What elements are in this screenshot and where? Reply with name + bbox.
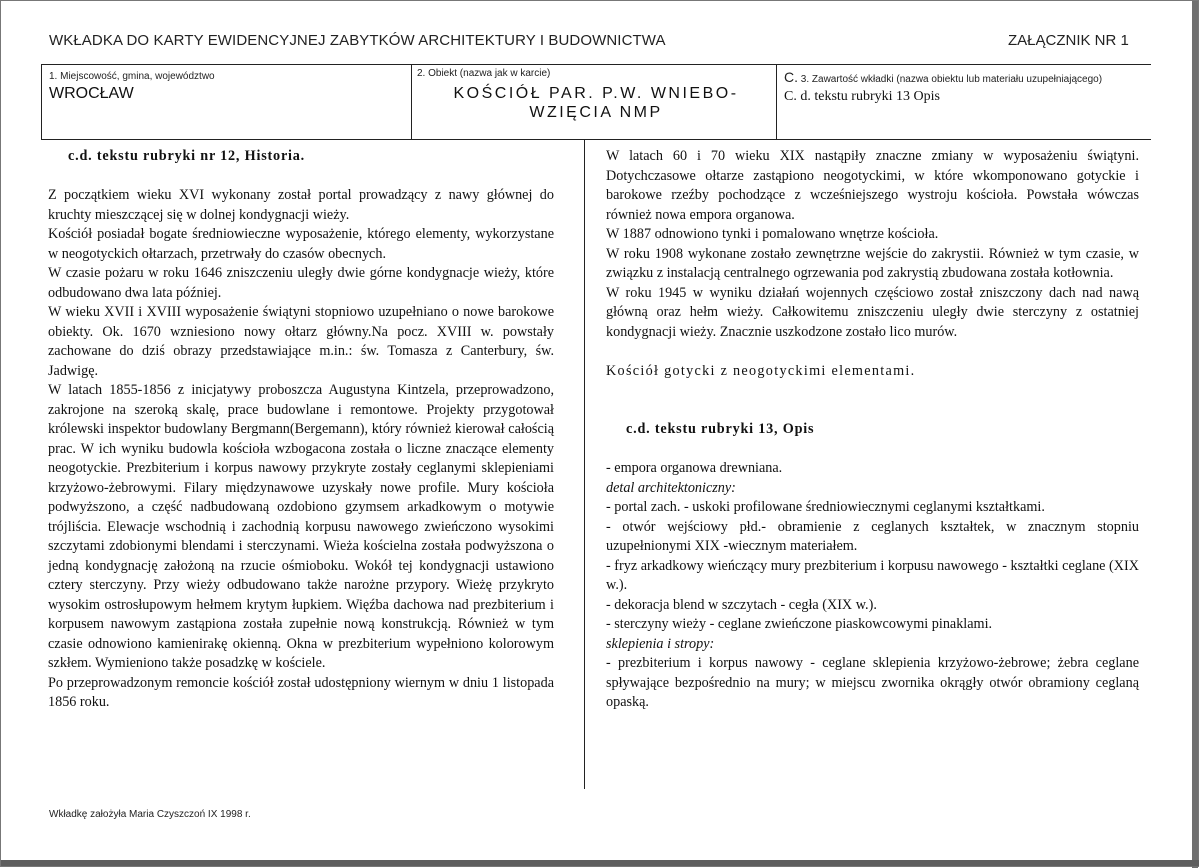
list-item: - dekoracja blend w szczytach - cegła (XIX w.). (606, 596, 877, 613)
history-column (48, 147, 554, 713)
history-paragraph: Po przeprowadzonym remoncie kościół został udostępniony wiernym w dniu 1 listopada 1856 roku. (48, 674, 554, 710)
grid-bottom-line (41, 139, 1151, 140)
list-item: - otwór wejściowy płd.- obramienie z ceglanych kształtek, w znacznym stopniu uzupełnionymi XIX -wiecznym materiałem. (606, 518, 1139, 554)
history-paragraph: Z początkiem wieku XVI wykonany został portal prowadzący z nawy głównej do kruchty mieszczącej się w dolnej kondygnacji wieży. (48, 187, 554, 223)
grid-divider-1 (411, 64, 412, 140)
footer-note: Wkładkę założyła Maria Czyszczoń IX 1998 r. (49, 809, 251, 820)
object-value-line-1: KOŚCIÓŁ PAR. P.W. WNIEBO- (453, 85, 739, 102)
history-paragraph: W roku 1945 w wyniku działań wojennych częściowo został zniszczony dach nad nawą główną oraz hełm wieży. Całkowitemu zniszczeniu uległy dwie sterczyny z ostatniej kondygnacji wieży. Znacznie uszkodzone zostało lico murów. (606, 284, 1139, 340)
list-item: - fryz arkadkowy wieńczący mury prezbiterium i korpusu nawowego - kształtki ceglane (XIX w.). (606, 557, 1139, 593)
object-value-line-2: WZIĘCIA NMP (529, 104, 663, 121)
list-item: - portal zach. - uskoki profilowane średniowiecznymi ceglanymi kształtkami. (606, 499, 1045, 515)
scan-edge-right (1192, 1, 1198, 868)
history-heading: c.d. tekstu rubryki nr 12, Historia. (68, 148, 306, 164)
location-label: 1. Miejscowość, gmina, województwo (49, 71, 215, 82)
grid-divider-2 (776, 64, 777, 140)
history-paragraph: W latach 1855-1856 z inicjatywy proboszcza Augustyna Kintzela, przeprowadzono, zakrojone na szeroką skalę, prace budowlane i remontowe. Projekty przygotował królewski inspektor budowlany Bergmann(Bergemann), który również kierował całością prac. W ich wyniku budowla kościoła wzbogacona została o liczne znaczące elementy neogotyckie. Prezbiterium i korpus nawowy przykryte zostały ceglanymi sklepieniami krzyżowo-żebrowymi. Filary międzynawowe uzyskały nowe profile. Mury kościoła podwyższono, a część nadbudowaną ozdobiono gzymsem arkadkowym o motywie trójliścia. Elewacje wschodnią i zachodnią korpusu nawowego zwieńczono wysokimi szczytami zdobionymi blendami i sterczynami. Wieża kościelna została podwyższona o jedną kondygnację założoną na rzucie ośmioboku. Wokół tej kondygnacji ustawiono cztery sterczyny. Przy wieży odbudowano także narożne przypory. Wieżę przykryto wysokim ostrosłupowym hełmem krytym łupkiem. Więźba dachowa nad prezbiterium i korpusem nawowym zastąpiona została zupełnie nową konstrukcją. Również w tym czasie odnowiono kamienirakę okienną. Okna w prezbiterium wypełniono kolorowym szkłem. Wymieniono także posadzkę w kościele. (48, 382, 554, 671)
history-paragraph: W latach 60 i 70 wieku XIX nastąpiły znaczne zmiany w wyposażeniu świątyni. Dotychczasowe ołtarze zastąpiono neogotyckimi, w które wkomponowano gotyckie i barokowe rzeźby pochodzące z wcześniejszego wystroju kościoła. Powstała wówczas również nowa empora organowa. (606, 148, 1139, 223)
list-item: - prezbiterium i korpus nawowy - ceglane sklepienia krzyżowo-żebrowe; żebra ceglane spływające bezpośrednio na mury; w miejscu zwornika okrągły otwór obramiony ceglaną opaską. (606, 655, 1139, 710)
content-label (784, 69, 1102, 85)
history-paragraph: W 1887 odnowiono tynki i pomalowano wnętrze kościoła. (606, 226, 939, 242)
description-heading: c.d. tekstu rubryki 13, Opis (626, 421, 815, 437)
description-column (606, 147, 1139, 713)
column-divider (584, 139, 585, 789)
annex-number: ZAŁĄCZNIK NR 1 (1008, 32, 1129, 49)
history-paragraph: W czasie pożaru w roku 1646 zniszczeniu uległy dwie górne kondygnacje wieży, które odbudowano dwa lata później. (48, 265, 554, 301)
location-value: WROCŁAW (49, 85, 134, 102)
section-label-vaults: sklepienia i stropy: (606, 635, 715, 652)
history-paragraph: Kościół posiadał bogate średniowieczne wyposażenie, którego elementy, wykorzystane w neogotyckich ołtarzach, przetrwały do czasów obecnych. (48, 226, 554, 262)
object-label: 2. Obiekt (nazwa jak w karcie) (417, 68, 551, 79)
object-value (431, 84, 761, 122)
history-paragraph: W wieku XVII i XVIII wyposażenie świątyni stopniowo uzupełniano o nowe barokowe obiekty. Ok. 1670 wzniesiono nowy ołtarz główny.Na pocz. XVIII w. powstały zachowane do dziś obrazy przedstawiające m.in.: św. Tomasza z Canterbury, św. Jadwigę. (48, 304, 554, 379)
history-paragraph: W roku 1908 wykonane zostało zewnętrzne wejście do zakrystii. Również w tym czasie, w związku z instalacją centralnego ogrzewania pod zakrystią zbudowana została kotłownia. (606, 245, 1139, 281)
grid-top-line (41, 64, 1151, 65)
content-label-text: 3. Zawartość wkładki (nazwa obiektu lub materiału uzupełniającego) (800, 74, 1103, 85)
grid-left-line (41, 64, 42, 140)
scan-edge-bottom (1, 860, 1199, 866)
content-value: C. d. tekstu rubryki 13 Opis (784, 89, 940, 104)
section-label-detail: detal architektoniczny: (606, 479, 736, 496)
summary-line: Kościół gotycki z neogotyckimi elementami. (606, 362, 916, 379)
list-item: - sterczyny wieży - ceglane zwieńczone piaskowcowymi pinaklami. (606, 616, 993, 632)
list-item: - empora organowa drewniana. (606, 460, 783, 476)
content-label-letter: C. (784, 69, 798, 85)
document-title: WKŁADKA DO KARTY EWIDENCYJNEJ ZABYTKÓW ARCHITEKTURY I BUDOWNICTWA (49, 32, 666, 49)
